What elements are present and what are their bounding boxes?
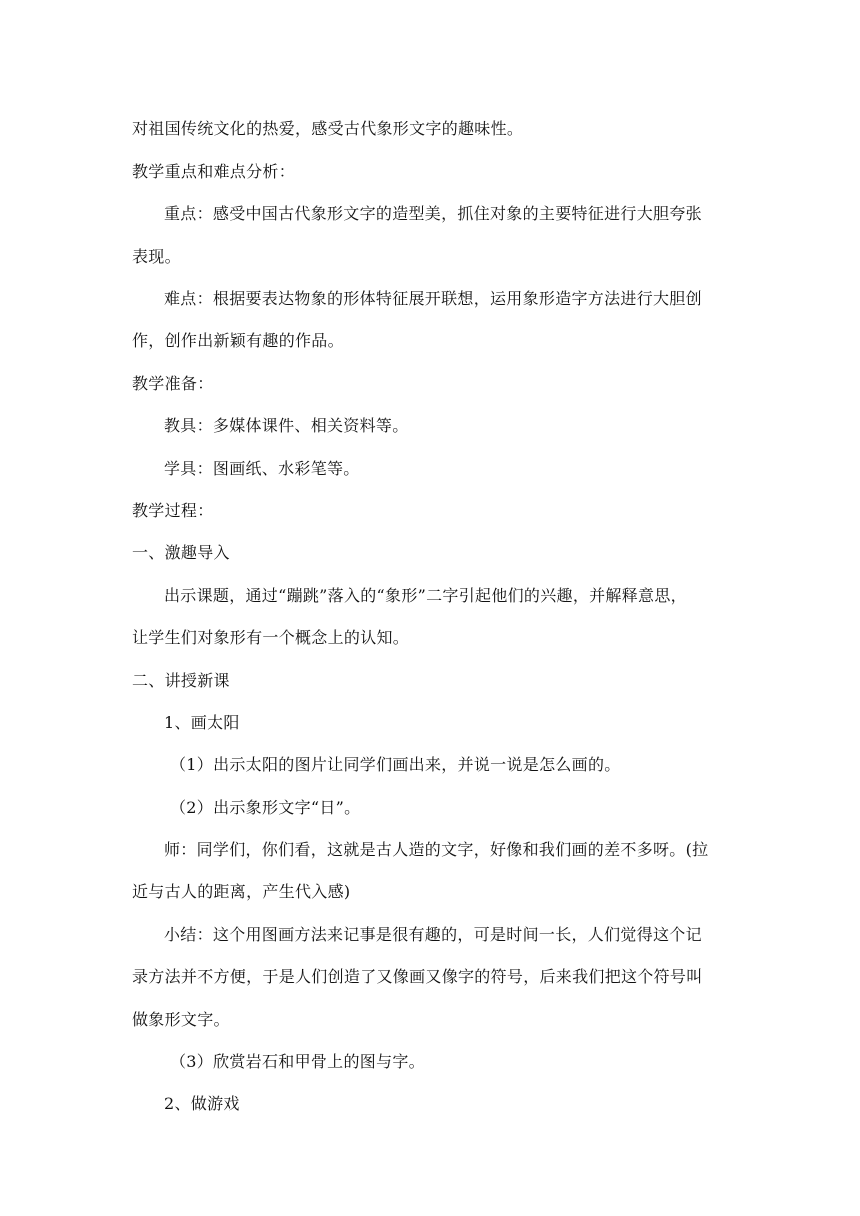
section-heading: 一、激趣导入: [132, 543, 230, 562]
text-line: （3）欣赏岩石和甲骨上的图与字。: [170, 1052, 425, 1071]
section-heading: 教学过程：: [132, 501, 214, 520]
text-line: 师：同学们，你们看，这就是古人造的文字，好像和我们画的差不多呀。(拉: [164, 840, 709, 859]
text-line: 对祖国传统文化的热爱，感受古代象形文字的趣味性。: [132, 119, 524, 138]
text-line: 近与古人的距离，产生代入感): [132, 882, 351, 901]
text-line: 录方法并不方便，于是人们创造了又像画又像字的符号，后来我们把这个符号叫: [132, 967, 703, 986]
text-line: 小结：这个用图画方法来记事是很有趣的，可是时间一长，人们觉得这个记: [164, 925, 702, 944]
text-line: 学具：图画纸、水彩笔等。: [164, 459, 360, 478]
text-line: 教具：多媒体课件、相关资料等。: [164, 416, 409, 435]
text-line: 出示课题，通过“蹦跳”落入的“象形”二字引起他们的兴趣，并解释意思，: [164, 586, 687, 605]
section-heading: 教学准备：: [132, 374, 214, 393]
text-line: 难点：根据要表达物象的形体特征展开联想，运用象形造字方法进行大胆创: [164, 289, 702, 308]
text-line: 作，创作出新颖有趣的作品。: [132, 331, 344, 350]
text-line: 表现。: [132, 247, 181, 266]
section-heading: 教学重点和难点分析：: [132, 162, 296, 181]
section-heading: 二、讲授新课: [132, 671, 230, 690]
text-line: 重点：感受中国古代象形文字的造型美，抓住对象的主要特征进行大胆夸张: [164, 204, 702, 223]
text-line: （2）出示象形文字“日”。: [170, 798, 361, 817]
text-line: 做象形文字。: [132, 1010, 230, 1029]
subsection-heading: 2、做游戏: [164, 1094, 240, 1113]
subsection-heading: 1、画太阳: [164, 713, 240, 732]
text-line: 让学生们对象形有一个概念上的认知。: [132, 628, 410, 647]
text-line: （1）出示太阳的图片让同学们画出来，并说一说是怎么画的。: [170, 755, 621, 774]
